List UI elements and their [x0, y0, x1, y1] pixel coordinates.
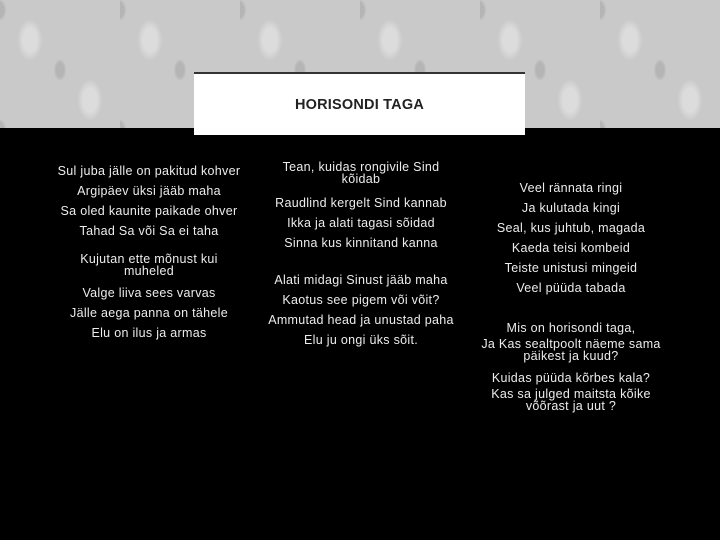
poem-line: Elu ju ongi üks sõit.	[304, 333, 418, 347]
poem-line: Kaeda teisi kombeid	[511, 241, 631, 255]
poem-line: Sinna kus kinnitand kanna	[284, 236, 438, 250]
poem-line: Veel püüda tabada	[516, 281, 626, 295]
poem-column-1	[40, 161, 258, 343]
poem-line: Ja kulutada kingi	[521, 201, 621, 215]
poem-line: Argipäev üksi jääb maha	[77, 184, 221, 198]
poem-line: Kaotus see pigem või võit?	[282, 293, 440, 307]
poem-line: Sul juba jälle on pakitud kohver	[57, 164, 241, 178]
poem-line: Kujutan ette mõnust kui muheled	[80, 252, 218, 278]
poem-line: Alati midagi Sinust jääb maha	[274, 273, 448, 287]
title-box	[194, 72, 525, 135]
poem-line: Tean, kuidas rongivile Sind kõidab	[282, 160, 440, 186]
poem-column-3	[466, 178, 676, 412]
poem-column-2	[253, 161, 469, 350]
poem-line: Tahad Sa või Sa ei taha	[79, 224, 219, 238]
stanza-gap	[466, 298, 676, 318]
poem-line: Kas sa julged maitsta kõike võõrast ja uut ?	[491, 387, 651, 413]
stanza-gap	[253, 253, 469, 270]
slide-title: HORISONDI TAGA	[294, 96, 424, 113]
poem-line: Mis on horisondi taga,	[506, 321, 636, 335]
poem-line: Veel rännata ringi	[519, 181, 623, 195]
poem-line: Valge liiva sees varvas	[82, 286, 216, 300]
poem-line: Ammutad head ja unustad paha	[268, 313, 454, 327]
poem-line: Sa oled kaunite paikade ohver	[60, 204, 238, 218]
poem-line: Elu on ilus ja armas	[91, 326, 207, 340]
poem-line: Kuidas püüda kõrbes kala?	[491, 371, 651, 385]
poem-line: Jälle aega panna on tähele	[70, 306, 228, 320]
poem-line: Seal, kus juhtub, magada	[496, 221, 646, 235]
poem-line: Ikka ja alati tagasi sõidad	[287, 216, 435, 230]
poem-line: Teiste unistusi mingeid	[504, 261, 638, 275]
poem-line: Raudlind kergelt Sind kannab	[275, 196, 447, 210]
poem-line: Ja Kas sealtpoolt näeme sama päikest ja kuud?	[481, 337, 661, 363]
